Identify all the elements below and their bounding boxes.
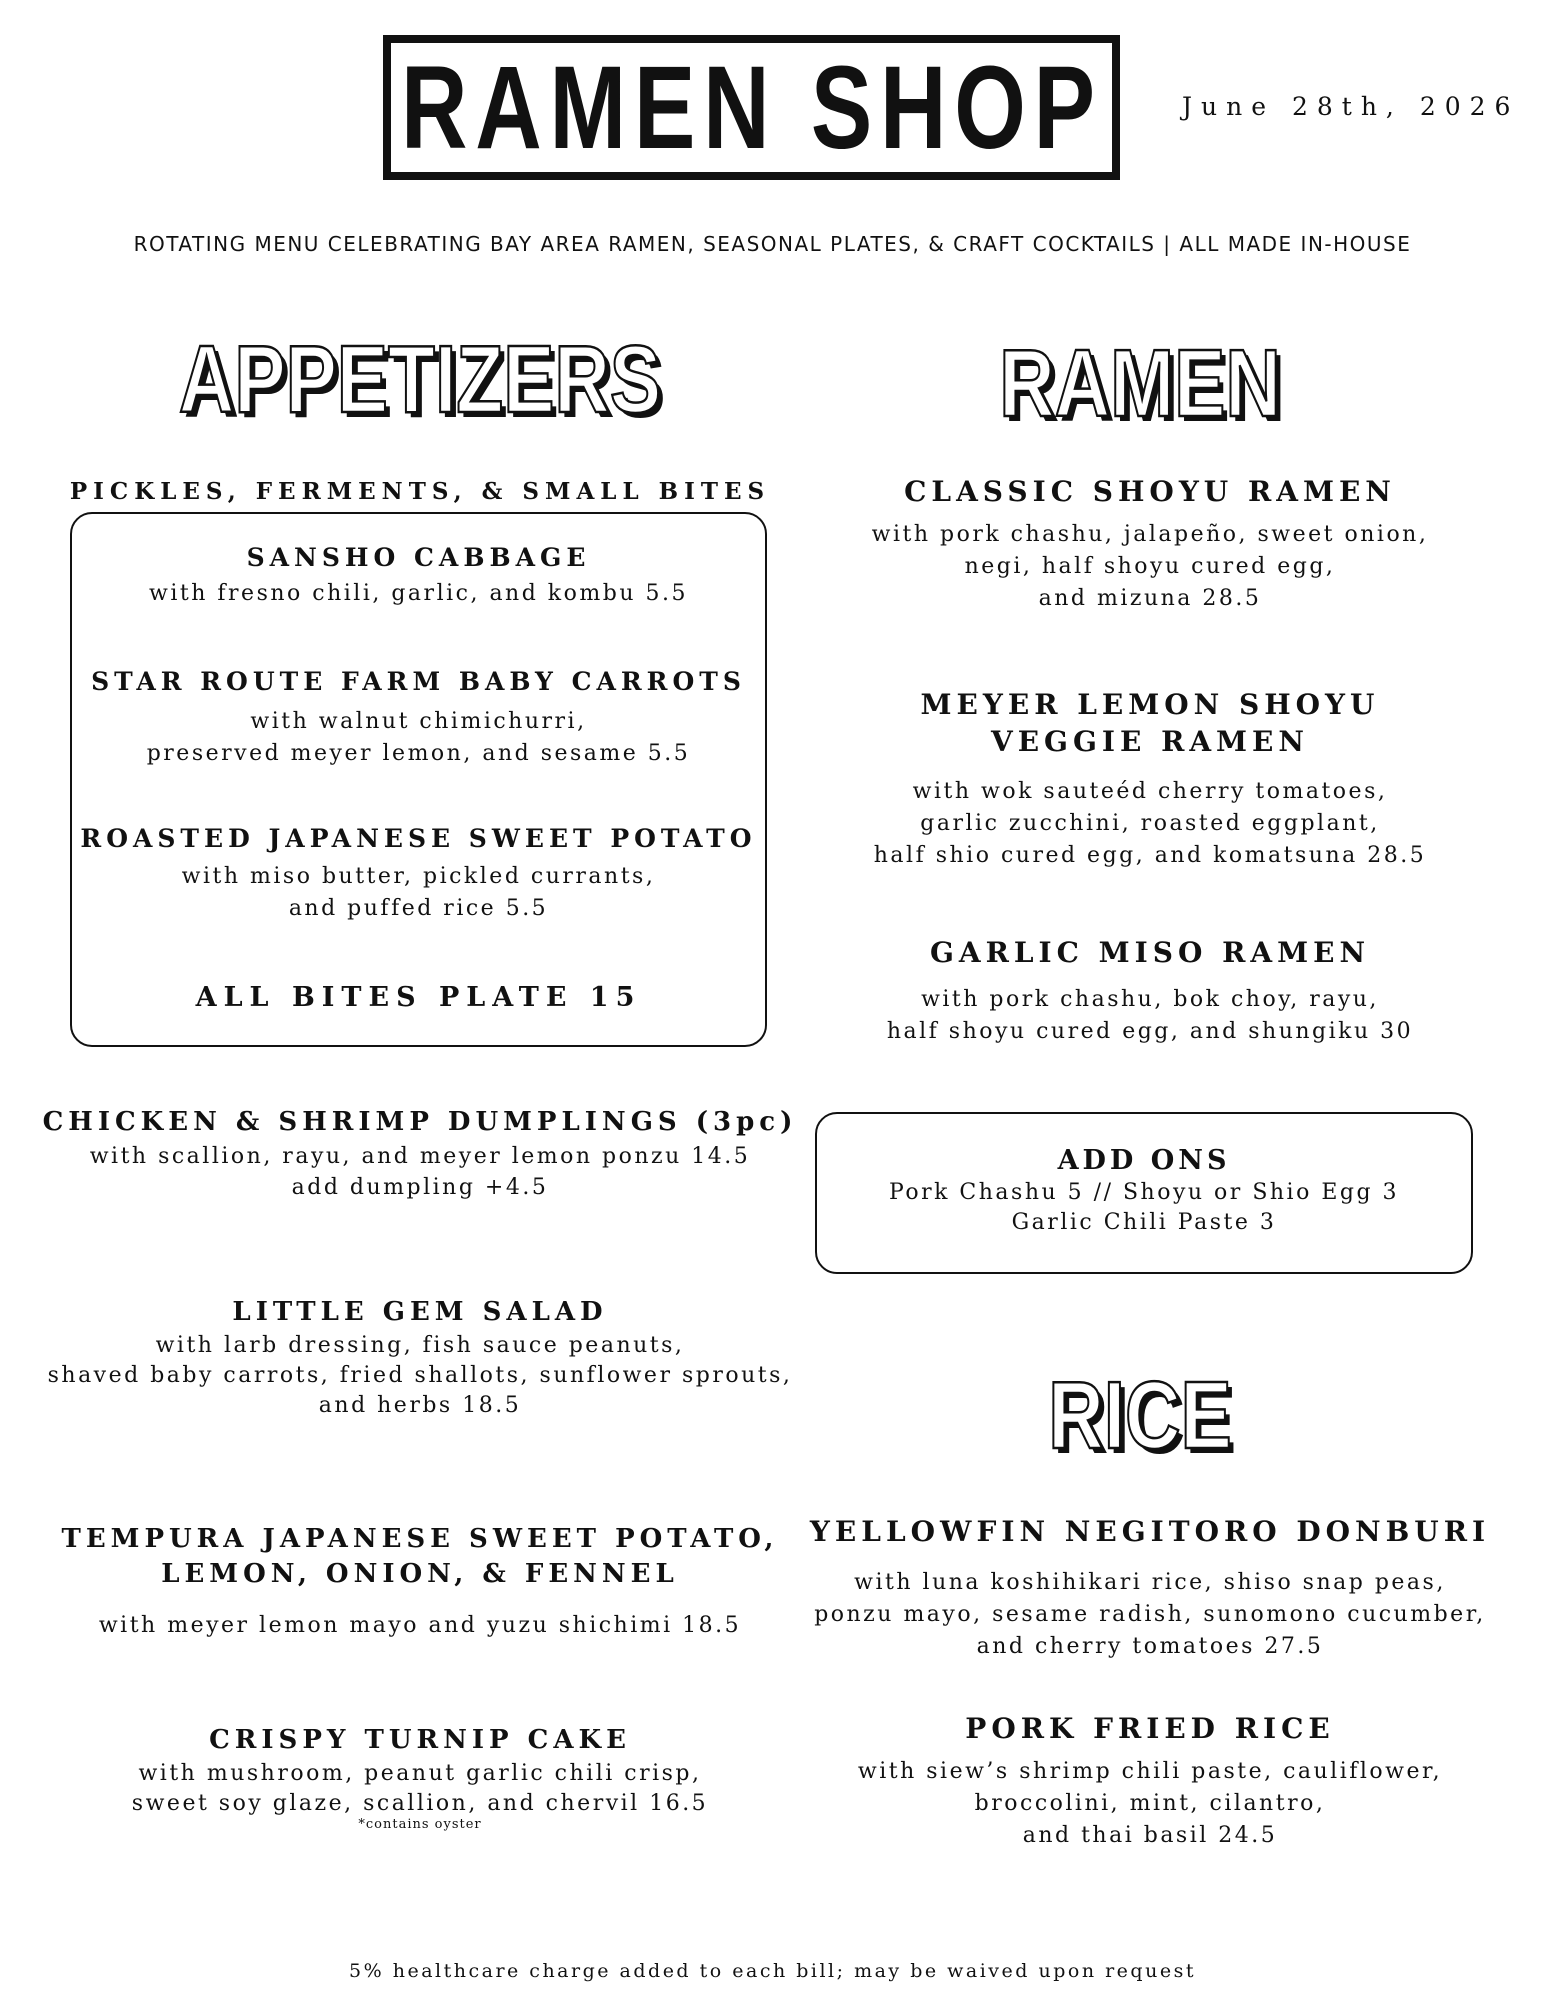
item-title: MEYER LEMON SHOYU VEGGIE RAMEN [920,688,1380,758]
item-desc: with mushroom, peanut garlic chili crisp, sweet soy glaze, scallion, and chervil 16.5 [131,1761,709,1816]
addons-desc: Pork Chashu 5 // Shoyu or Shio Egg 3 Garlic Chili Paste 3 [888,1180,1400,1235]
addons [815,1145,1473,1238]
item-title: CHICKEN & SHRIMP DUMPLINGS (3pc) [42,1107,798,1137]
pickles-heading: PICKLES, FERMENTS, & SMALL BITES [69,478,771,505]
item-title: TEMPURA JAPANESE SWEET POTATO, LEMON, ONION, & FENNEL [61,1524,779,1589]
item-title: LITTLE GEM SALAD [232,1297,608,1327]
pickle-item [70,824,767,925]
item-desc: with pork chashu, bok choy, rayu, half shoyu cured egg, and shungiku 30 [886,986,1414,1044]
item-title: GARLIC MISO RAMEN [929,936,1371,969]
item-desc: with wok sauteéd cherry tomatoes, garlic zucchini, roasted eggplant, half shio cured egg, and komatsuna 28.5 [873,779,1427,868]
pickle-item [70,667,767,770]
item-desc: with larb dressing, fish sauce peanuts, shaved baby carrots, fried shallots, sunflower sprouts, and herbs 18.5 [47,1333,793,1418]
item-title: PORK FRIED RICE [965,1712,1335,1745]
ramen-item [820,686,1480,872]
rice-item [800,1712,1500,1852]
item-title: STAR ROUTE FARM BABY CARROTS [91,667,746,696]
ramen-item [820,475,1480,615]
item-desc: with luna koshihikari rice, shiso snap peas, ponzu mayo, sesame radish, sunomono cucumber, and cherry tomatoes 27.5 [814,1569,1486,1659]
item-desc: with fresno chili, garlic, and kombu 5.5 [149,581,688,606]
item-note: *contains oyster [358,1817,482,1832]
logo-box [383,35,1120,180]
item-title: SANSHO CABBAGE [246,543,591,572]
appetizer-item [40,1297,800,1421]
item-title: CRISPY TURNIP CAKE [209,1725,631,1755]
item-desc: with meyer lemon mayo and yuzu shichimi 18.5 [98,1613,742,1638]
item-desc: with miso butter, pickled currants, and puffed rice 5.5 [181,864,656,921]
appetizer-item [40,1725,800,1832]
ramen-item [820,936,1480,1048]
all-bites-plate: ALL BITES PLATE 15 [195,982,642,1013]
ramen-heading: RAMEN [999,330,1281,437]
item-desc: with scallion, rayu, and meyer lemon ponzu 14.5 add dumpling +4.5 [89,1144,751,1200]
item-title: CLASSIC SHOYU RAMEN [904,475,1396,508]
logo-text: RAMEN SHOP [400,41,1103,174]
item-desc: with pork chashu, jalapeño, sweet onion, negi, half shoyu cured egg, and mizuna 28.5 [871,521,1429,611]
rice-item [800,1515,1500,1663]
tagline: ROTATING MENU CELEBRATING BAY AREA RAMEN, SEASONAL PLATES, & CRAFT COCKTAILS | ALL MADE IN-HOUSE [133,232,1412,256]
item-title: YELLOWFIN NEGITORO DONBURI [809,1515,1491,1548]
pickle-item [70,543,767,610]
item-title: ROASTED JAPANESE SWEET POTATO [80,824,757,853]
item-desc: with walnut chimichurri, preserved meyer lemon, and sesame 5.5 [146,709,691,766]
addons-title: ADD ONS [1057,1145,1231,1176]
appetizers-heading: APPETIZERS [178,326,662,433]
appetizer-item [40,1107,800,1203]
menu-date: June 28th, 2026 [1182,92,1520,121]
item-desc: with siew’s shrimp chili paste, cauliflower, broccolini, mint, cilantro, and thai basil 24.5 [857,1758,1443,1848]
footer-note: 5% healthcare charge added to each bill; may be waived upon request [349,1960,1196,1982]
rice-heading: RICE [1048,1362,1232,1469]
appetizer-item [40,1522,800,1642]
